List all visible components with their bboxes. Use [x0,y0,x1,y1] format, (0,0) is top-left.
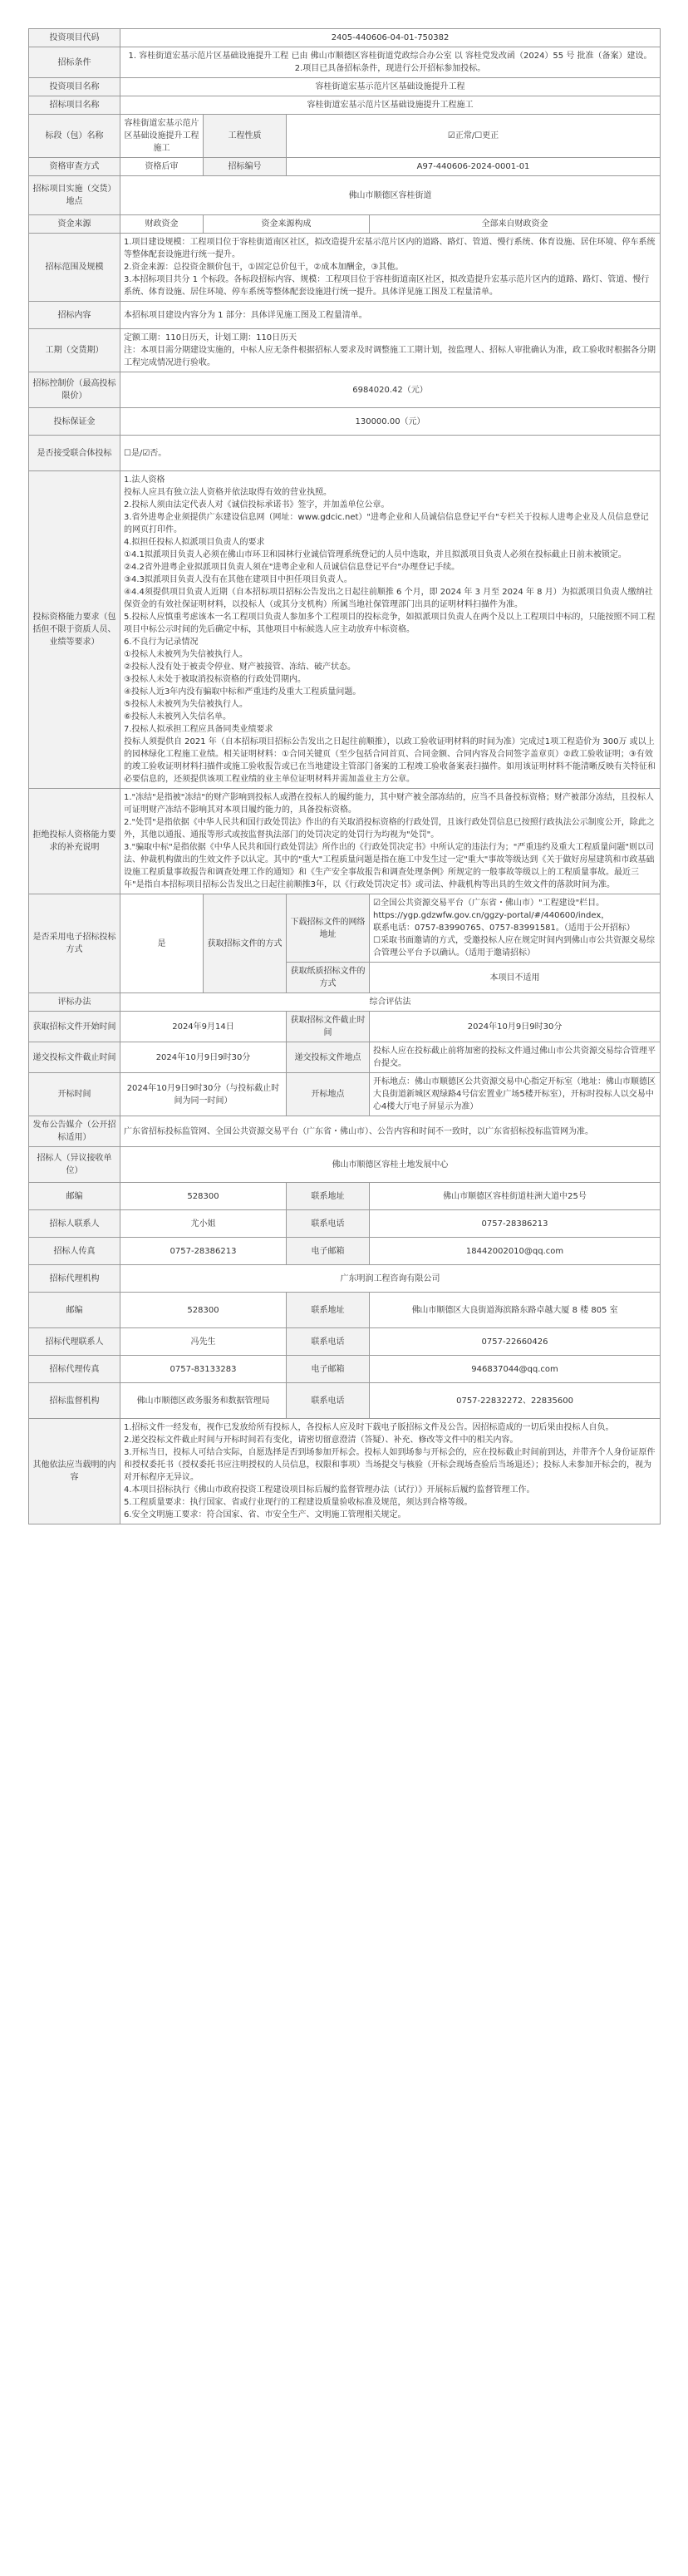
owner-contact-value: 尤小姐 [120,1210,287,1238]
agent-phone-label: 联系电话 [287,1328,370,1356]
row-tender-name [29,96,661,115]
media-value: 广东省招标投标监管网、全国公共资源交易平台（广东省・佛山市）、公告内容和时间不一致时，以广东省招标投标监管网为准。 [120,1116,661,1147]
get-document-label: 获取招标文件的方式 [204,894,287,993]
row-duration [29,329,661,372]
owner-phone-value: 0757-28386213 [370,1210,661,1238]
nature-value: ☑正常/☐更正 [287,115,661,158]
agent-fax-value: 0757-83133283 [120,1356,287,1383]
row-project-name [29,78,661,96]
review-label: 资格审查方式 [29,158,120,176]
row-open [29,1073,661,1116]
content-label: 招标内容 [29,302,120,329]
method-label: 评标办法 [29,993,120,1012]
duration-value: 定额工期：110日历天，计划工期：110日历天 注：本项目需分期建设实施的，中标人应无条件根据招标人要求及时调整施工工期计划，按监理人、招标人审批确认为准，政工验收时根据各分期工程完成情况进行验收。 [120,329,661,372]
paper-document-value: 本项目不适用 [370,963,661,993]
approval-label: 招标条件 [29,47,120,78]
row-deposit [29,408,661,436]
consortium-label: 是否接受联合体投标 [29,436,120,471]
row-method [29,993,661,1012]
owner-value: 佛山市顺德区容桂土地发展中心 [120,1147,661,1183]
row-channel [29,894,661,963]
row-agent-contact [29,1328,661,1356]
submit-place-label: 递交投标文件地点 [287,1042,370,1073]
location-label: 招标项目实施（交货）地点 [29,176,120,215]
download-address-label: 下载招标文件的网络地址 [287,894,370,963]
reject-value: 1."冻结"是指被"冻结"的财产影响到投标人或潜在投标人的履约能力，其中财产被全部冻结的，应当不具备投标资格；财产被部分冻结，且投标人可证明财产冻结不影响其对本项目履约能力的，具备投标资格。 2."处罚"是指依据《中华人民共和国行政处罚法》作出的有关取消投标资格的行政处罚，且该行政处罚信息已按照行政执法公示制度公开，除此之外，其他以通报、通报等形式或按监督执法部门的处罚决定的处罚行为均视为"处罚"。 3."骗取中标"是指依据《中华人民共和国行政处罚法》所作出的《行政处罚决定书》中所认定的违法行为；"严重违约及重大工程质量问题"则以司法、仲裁机构做出的生效文件予以认定。其中的"重大"工程质量问题是指在施工中发生过一定"重大"事故等级达到《关于做好房屋建筑和市政基础设施工程质量事故报告和调查处理工作的通知》和《生产安全事故报告和调查处理条例》所规定的一般事故等级以上的工程质量事故。最近三年"是指自本招标项目招标公告发出之日起往前顺推3年，以《行政处罚决定书》或司法、仲裁机构等出具的生效文件的落款时间为准。 [120,789,661,894]
project-code-value: 2405-440606-04-01-750382 [120,29,661,47]
project-name-value: 容桂街道宏基示范片区基础设施提升工程 [120,78,661,96]
row-submit [29,1042,661,1073]
owner-contact-label: 招标人联系人 [29,1210,120,1238]
start-time-value: 2024年9月14日 [120,1012,287,1042]
section-label: 标段（包）名称 [29,115,120,158]
supervisor-value: 佛山市顺德区政务服务和数据管理局 [120,1383,287,1419]
funding-composition-label: 资金来源构成 [204,215,370,234]
row-content [29,302,661,329]
funding-label: 资金来源 [29,215,120,234]
row-notes [29,1419,661,1524]
location-value: 佛山市顺德区容桂街道 [120,176,661,215]
row-owner-mail [29,1183,661,1210]
owner-phone-label: 联系电话 [287,1210,370,1238]
agent-email-value[interactable]: 946837044@qq.com [370,1356,661,1383]
duration-label: 工期（交货期） [29,329,120,372]
row-owner-fax [29,1238,661,1265]
agent-address-label: 联系地址 [287,1293,370,1328]
end-time-label: 获取招标文件截止时间 [287,1012,370,1042]
funding-composition-value: 全部来自财政资金 [370,215,661,234]
row-review [29,158,661,176]
funding-source: 财政资金 [120,215,204,234]
download-address-value[interactable]: ☑全国公共资源交易平台（广东省・佛山市）"工程建设"栏目。 https://ygp.gdzwfw.gov.cn/ggzy-portal/#/440600/index， 联系电话：0757-83990765、0757-83991581。（适用于公开招标） ☐采取书面邀请的方式，受邀投标人应在规定时间内到佛山市公共资源交易综合管理公平台予以确认。（适用于邀请招标） [370,894,661,963]
open-place-label: 开标地点 [287,1073,370,1116]
project-name-label: 投资项目名称 [29,78,120,96]
price-label: 招标控制价（最高投标限价） [29,372,120,408]
project-code-label: 投资项目代码 [29,29,120,47]
supervisor-phone-value: 0757-22832272、22835600 [370,1383,661,1419]
row-funding [29,215,661,234]
owner-address-label: 联系地址 [287,1183,370,1210]
row-qualification [29,471,661,789]
row-reject [29,789,661,894]
consortium-value: ☐是/☑否。 [120,436,661,471]
row-scope [29,234,661,302]
review-value: 资格后审 [120,158,204,176]
section-value: 容桂街道宏基示范片区基础设施提升工程施工 [120,115,204,158]
row-media [29,1116,661,1147]
row-project-code [29,29,661,47]
row-approval [29,47,661,78]
price-value: 6984020.42（元） [120,372,661,408]
tender-name-label: 招标项目名称 [29,96,120,115]
paper-document-label: 获取纸质招标文件的方式 [287,963,370,993]
qualification-value: 1.法人资格 投标人应具有独立法人资格并依法取得有效的营业执照。 2.投标人须由法定代表人对《诚信投标承诺书》签字，并加盖单位公章。 3.省外进粤企业须提供广东建设信息网（网址：www.gdcic.net）"进粤企业和人员诚信信息登记平台"专栏关于投标人进粤企业及人员信息登记的网页打印件。 4.拟担任投标人拟派项目负责人的要求 ①4.1拟派项目负责人必须在佛山市环卫和园林行业诚信管理系统登记的人员中选取，并且拟派项目负责人必须在投标截止日前未被锁定。 ②4.2省外进粤企业拟派项目负责人须在"进粤企业和人员诚信信息登记平台"办理登记手续。 ③4.3拟派项目负责人没有在其他在建项目中担任项目负责人。 ④4.4须提供项目负责人近期（自本招标项目招标公告发出之日起往前顺推 6 个月，即 2024 年 3 月至 2024 年 8 月）为拟派项目负责人缴纳社保资金的有效社保证明材料，以投标人（或其分支机构）所属当地社保管理部门出具的证明材料扫描件为准。 5.投标人应慎重考虑该本一名工程项目负责人参加多个工程项目的投标竞争，如拟派项目负责人在两个及以上工程项目中标的，只能按照不同工程项目中标公示时间的先后确定中标，其他项目中标候选人应主动放弃中标资格。 6.不良行为记录情况 ①投标人未被列为失信被执行人。 ②投标人没有处于被责令停业、财产被接管、冻结、破产状态。 ③投标人未处于被取消投标资格的行政处罚期内。 ④投标人近3年内没有骗取中标和严重违约及重大工程质量问题。 ⑤投标人未被列为失信被执行人。 ⑥投标人未被列入失信名单。 7.投标人拟承担工程应具备同类业绩要求 投标人须提供自 2021 年（自本招标项目招标公告发出之日起往前顺推），以政工验收证明材料的时间为准）完成过1项工程造价为 300万 或以上的园林绿化工程施工业绩。相关证明材料：①合同关键页（至少包括合同首页、合同金额、合同内容及合同签字盖章页）②政工验收证明；③有效的竣工验收证明材料扫描件或施工验收报告或已在当地建设主管部门备案的工程竣工验收备案表扫描件。如用该证明材料不能清晰反映有关特征和必要信息的，还须提供该项工程业绩的业主单位证明材料并需加盖业主方公章。 [120,471,661,789]
owner-address-value: 佛山市顺德区容桂街道桂洲大道中25号 [370,1183,661,1210]
agent-label: 招标代理机构 [29,1265,120,1293]
electronic-label: 是否采用电子招标投标方式 [29,894,120,993]
nature-label: 工程性质 [204,115,287,158]
deposit-value: 130000.00（元） [120,408,661,436]
submit-deadline-value: 2024年10月9日9时30分 [120,1042,287,1073]
tender-number-label: 招标编号 [204,158,287,176]
row-section [29,115,661,158]
owner-mail-value: 528300 [120,1183,287,1210]
owner-mail-label: 邮编 [29,1183,120,1210]
row-agent-fax [29,1356,661,1383]
agent-contact-value: 冯先生 [120,1328,287,1356]
start-time-label: 获取招标文件开始时间 [29,1012,120,1042]
submit-deadline-label: 递交投标文件截止时间 [29,1042,120,1073]
owner-fax-label: 招标人传真 [29,1238,120,1265]
reject-label: 拒绝投标人资格能力要求的补充说明 [29,789,120,894]
row-consortium [29,436,661,471]
row-price [29,372,661,408]
qualification-label: 投标资格能力要求（包括但不限于资质人员、业绩等要求） [29,471,120,789]
tender-info-table [28,28,661,1524]
submit-place-value: 投标人应在投标截止前将加密的投标文件通过佛山市公共资源交易综合管理平台提交。 [370,1042,661,1073]
content-value: 本招标项目建设内容分为 1 部分：具体详见施工图及工程量清单。 [120,302,661,329]
agent-mail-label: 邮编 [29,1293,120,1328]
row-owner [29,1147,661,1183]
agent-address-value: 佛山市顺德区大良街道海滨路东路卓越大厦 8 楼 805 室 [370,1293,661,1328]
row-time-start [29,1012,661,1042]
agent-phone-value: 0757-22660426 [370,1328,661,1356]
notes-label: 其他依法应当载明的内容 [29,1419,120,1524]
owner-email-value[interactable]: 18442002010@qq.com [370,1238,661,1265]
row-owner-contact [29,1210,661,1238]
owner-fax-value: 0757-28386213 [120,1238,287,1265]
open-time-value: 2024年10月9日9时30分（与投标截止时间为同一时间） [120,1073,287,1116]
supervisor-label: 招标监督机构 [29,1383,120,1419]
tender-number-value: A97-440606-2024-0001-01 [287,158,661,176]
method-value: 综合评估法 [120,993,661,1012]
notes-value: 1.招标文件一经发布，视作已发放给所有投标人，各投标人应及时下载电子版招标文件及公告。因招标造成的一切后果由投标人自负。 2.递交投标文件截止时间与开标时间若有变化，请密切留意澄清（答疑）、补充、修改等文件中的相关内容。 3.开标当日，投标人可结合实际，自愿选择是否到场参加开标会。投标人如到场参与开标会的，应在投标截止时间前到达，并带齐个人身份证原件和授权委托书（授权委托书应注明授权的人员信息，权限和事项）当场提交与核验（开标会现场查验后当场退还）；投标人未参加开标会的，视为对开标程序无异议。 4.本项目招标执行《佛山市政府投资工程建设项目标后履约监督管理办法（试行）》开展标后履约监督管理工作。 5.工程质量要求：执行国家、省或行业现行的工程建设质量验收标准及规范，须达到合格等级。 6.安全文明施工要求：符合国家、省、市安全生产、文明施工管理相关规定。 [120,1419,661,1524]
owner-email-label: 电子邮箱 [287,1238,370,1265]
row-agent [29,1265,661,1293]
row-location [29,176,661,215]
owner-label: 招标人（异议接收单位） [29,1147,120,1183]
supervisor-phone-label: 联系电话 [287,1383,370,1419]
end-time-value: 2024年10月9日9时30分 [370,1012,661,1042]
open-place-value: 开标地点：佛山市顺德区公共资源交易中心指定开标室（地址：佛山市顺德区大良街道新城区观绿路4号信宏置业广场5楼开标室），开标时投标人以交易中心4楼大厅电子屏显示为准） [370,1073,661,1116]
agent-fax-label: 招标代理传真 [29,1356,120,1383]
agent-email-label: 电子邮箱 [287,1356,370,1383]
scope-value: 1.项目建设规模：工程项目位于容桂街道南区社区，拟改造提升宏基示范片区内的道路、路灯、管道、慢行系统、体育设施、居住环境、停车系统等整体配套设施进行统一提升。 2.资金来源：总投资金额价包干，①固定总价包干，②成本加酬金，③其他。 3.本招标项目共分 1 个标段。各标段招标内容、规模：工程项目位于容桂街道南区社区，拟改造提升宏基示范片区内的道路、路灯、管道、慢行系统、体育设施、居住环境、停车系统等整体配套设施进行统一提升。具体详见施工图及工程量清单。 [120,234,661,302]
tender-name-value: 容桂街道宏基示范片区基础设施提升工程施工 [120,96,661,115]
agent-mail-value: 528300 [120,1293,287,1328]
deposit-label: 投标保证金 [29,408,120,436]
row-supervisor [29,1383,661,1419]
media-label: 发布公告媒介（公开招标适用） [29,1116,120,1147]
approval-value: 1. 容桂街道宏基示范片区基础设施提升工程 已由 佛山市顺德区容桂街道党政综合办公室 以 容桂党发改函（2024）55 号 批准（备案）建设。 2.项目已具备招标条件，现进行公开招标参加投标。 [120,47,661,78]
electronic-value: 是 [120,894,204,993]
scope-label: 招标范围及规模 [29,234,120,302]
agent-contact-label: 招标代理联系人 [29,1328,120,1356]
agent-value: 广东明润工程咨询有限公司 [120,1265,661,1293]
open-time-label: 开标时间 [29,1073,120,1116]
row-agent-mail [29,1293,661,1328]
